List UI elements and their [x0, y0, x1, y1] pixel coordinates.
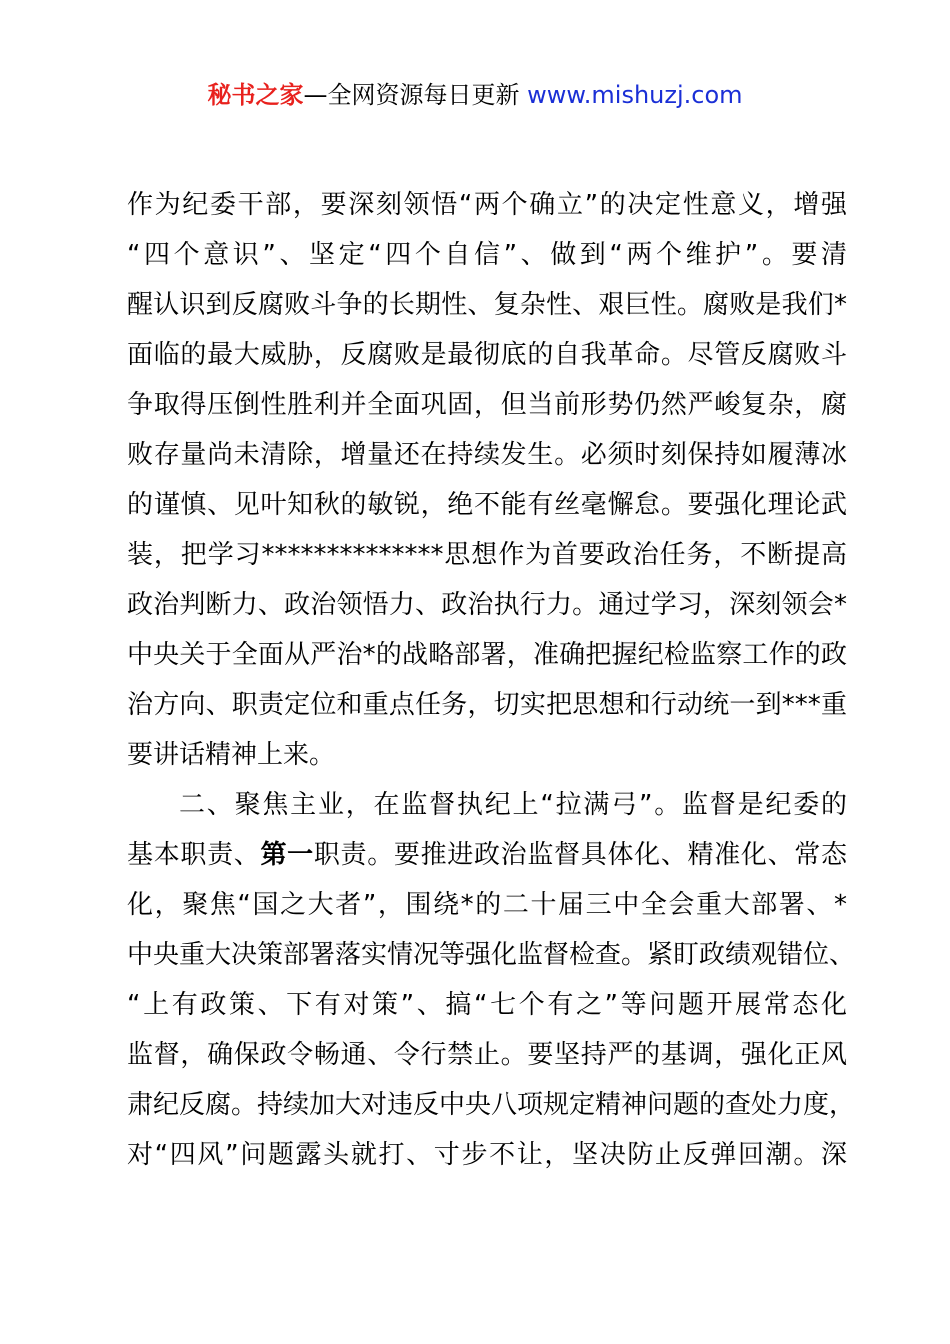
paragraph-line: 中央关于全面从严治*的战略部署，准确把握纪检监察工作的政: [127, 640, 847, 670]
document-body: [127, 180, 856, 1180]
paragraph-line: 争取得压倒性胜利并全面巩固，但当前形势仍然严峻复杂，腐: [127, 390, 847, 420]
paragraph-line: 政治判断力、政治领悟力、政治执行力。通过学习，深刻领会*: [127, 590, 847, 620]
paragraph-line: 治方向、职责定位和重点任务，切实把思想和行动统一到***重: [127, 690, 847, 720]
paragraph-line: 中央重大决策部署落实情况等强化监督检查。紧盯政绩观错位、: [127, 940, 856, 970]
paragraph-line: 醒认识到反腐败斗争的长期性、复杂性、艰巨性。腐败是我们*: [127, 290, 847, 320]
paragraph-1: [127, 180, 847, 780]
site-url-link[interactable]: www.mishuzj.com: [527, 81, 743, 109]
header-tagline: —全网资源每日更新: [303, 81, 528, 109]
brand-name: 秘书之家: [207, 81, 304, 109]
paragraph-line: [127, 830, 847, 880]
paragraph-line: 的谨慎、见叶知秋的敏锐，绝不能有丝毫懈怠。要强化理论武: [127, 490, 847, 520]
page-header: [0, 78, 950, 112]
bold-text: 第一: [260, 840, 314, 870]
paragraph-line: 对“四风”问题露头就打、寸步不让，坚决防止反弹回潮。深: [127, 1140, 847, 1170]
section-heading-line: 二、聚焦主业，在监督执纪上“拉满弓”。监督是纪委的: [179, 790, 847, 820]
paragraph-line: 化，聚焦“国之大者”，围绕*的二十届三中全会重大部署、*: [127, 890, 847, 920]
paragraph-line: 作为纪委干部，要深刻领悟“两个确立”的决定性意义，增强: [127, 190, 847, 220]
text-run: 职责。要推进政治监督具体化、精准化、常态: [313, 840, 847, 870]
paragraph-line: 监督，确保政令畅通、令行禁止。要坚持严的基调，强化正风: [127, 1040, 847, 1070]
paragraph-line: 面临的最大威胁，反腐败是最彻底的自我革命。尽管反腐败斗: [127, 340, 847, 370]
paragraph-line: “四个意识”、坚定“四个自信”、做到“两个维护”。要清: [127, 240, 847, 270]
paragraph-line: “上有政策、下有对策”、搞“七个有之”等问题开展常态化: [127, 990, 847, 1020]
text-run: 基本职责、: [127, 840, 261, 870]
paragraph-line: 要讲话精神上来。: [127, 740, 336, 770]
paragraph-line: 败存量尚未清除，增量还在持续发生。必须时刻保持如履薄冰: [127, 440, 847, 470]
paragraph-line: 肃纪反腐。持续加大对违反中央八项规定精神问题的查处力度，: [127, 1090, 856, 1120]
paragraph-line: 装，把学习**************思想作为首要政治任务，不断提高: [127, 540, 847, 570]
paragraph-2: [127, 780, 856, 1180]
